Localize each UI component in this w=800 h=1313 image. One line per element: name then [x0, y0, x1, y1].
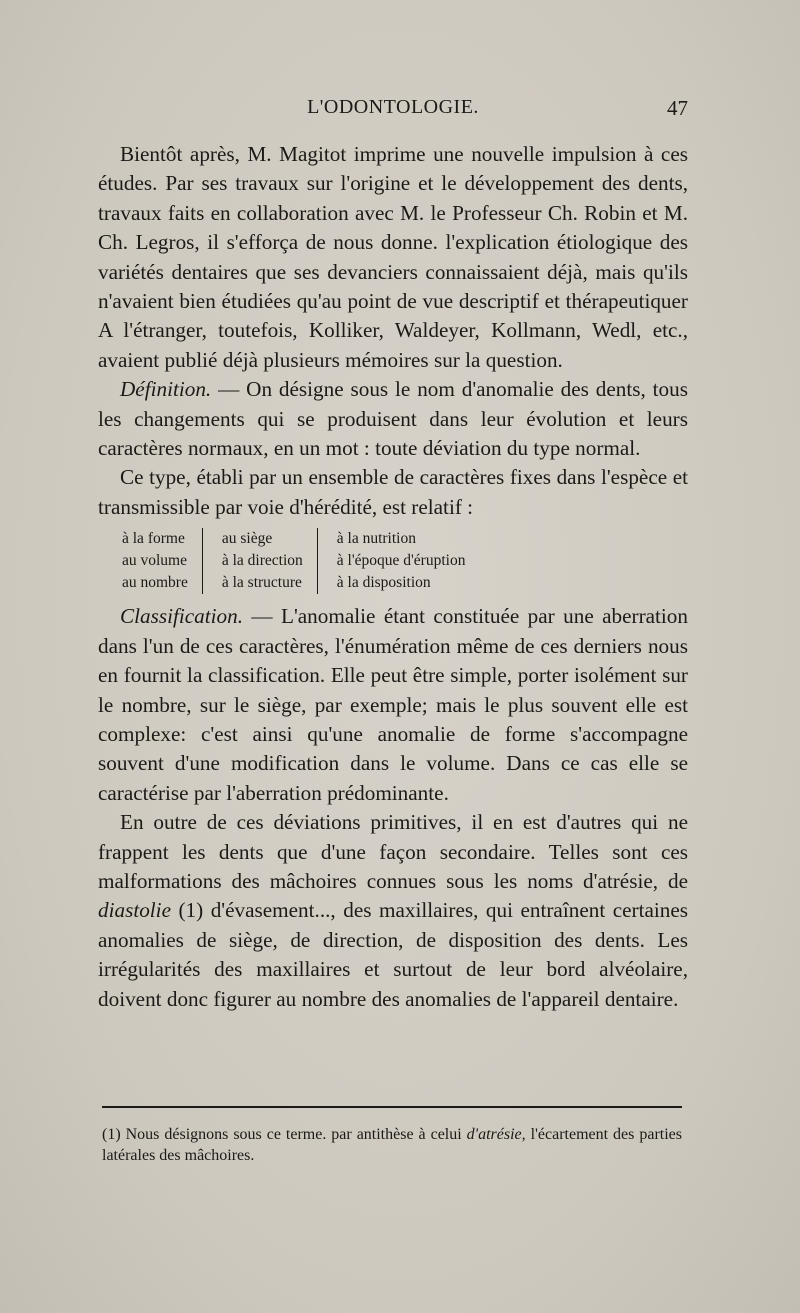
definition-text: — On désigne sous le nom d'anomalie des dents, tous les changements qui se produisent dans leur évolution et leurs caractères normaux, en un mot : toute déviation du type normal. [98, 377, 688, 461]
relations-table [114, 528, 479, 594]
paragraph-type: Ce type, établi par un ensemble de caractères fixes dans l'espèce et transmissible par voie d'hérédité, est relatif : [98, 465, 688, 519]
column-divider [202, 528, 214, 594]
running-title: L'ODONTOLOGIE. [307, 96, 479, 118]
relation-cell: au volume [122, 552, 187, 570]
paragraph-classification [98, 602, 688, 808]
footnote-text-end: l'écartement des parties latérales des mâchoires. [102, 1126, 682, 1164]
footnote [102, 1124, 682, 1166]
column-divider [317, 528, 329, 594]
relation-cell: à la structure [221, 574, 302, 592]
footnote-text-start: (1) Nous désignons sous ce terme. par antithèse à celui [102, 1126, 467, 1143]
paragraph-definition [98, 375, 688, 463]
paragraph-history: Bientôt après, M. Magitot imprime une nouvelle impulsion à ces études. Par ses travaux sur l'origine et le développement des dents, travaux faits en collaboration avec M. le Professeur Ch. Robin et M. Ch. Legros, il s'efforça de nous donne. l'explication étiologique des variétés dentaires que ses devanciers connaissaient déjà, mais qu'ils n'avaient bien étudiées qu'au point de vue descriptif et thérapeutiquer A l'étranger, toutefois, Kolliker, Waldeyer, Kollmann, Wedl, etc., avaient publié déjà plusieurs mémoires sur la question. [98, 142, 688, 372]
footnote-rule [102, 1106, 682, 1108]
relation-cell: au nombre [122, 574, 188, 592]
classification-heading: Classification. [120, 604, 244, 629]
relation-cell: à la direction [221, 552, 303, 570]
diastolie-term: diastolie [98, 898, 171, 923]
footnote-term: d'atrésie, [466, 1126, 526, 1143]
classification-text: — L'anomalie étant constituée par une aberration dans l'un de ces caractères, l'énumération même de ces derniers nous en fournit la classification. Elle peut être simple, porter isolément sur le nombre, sur le siège, par exemple; mais le plus souvent elle est complexe: c'est ainsi qu'une anomalie de forme s'accompagne souvent d'une modification dans le volume. Dans ce cas elle se caractérise par l'aberration prédominante. [98, 604, 688, 805]
relations-row [114, 572, 479, 594]
relation-cell: à la disposition [336, 574, 431, 592]
paragraph-secondary [98, 808, 688, 1014]
relations-row [114, 528, 479, 550]
relation-cell: à la nutrition [336, 530, 416, 548]
relation-cell: à la forme [122, 530, 185, 548]
definition-heading: Définition. [120, 377, 212, 402]
page-body [98, 140, 688, 1014]
page-header [98, 96, 688, 126]
secondary-text-end: (1) d'évasement..., des maxillaires, qui entraînent certaines anomalies de siège, de direction, de disposition des dents. Les irrégularités des maxillaires et surtout de leur bord alvéolaire, doivent donc figurer au nombre des anomalies de l'appareil dentaire. [98, 898, 688, 1011]
relation-cell: à l'époque d'éruption [336, 552, 466, 570]
relation-cell: au siège [221, 530, 273, 548]
page-number: 47 [667, 96, 688, 120]
secondary-text-start: En outre de ces déviations primitives, il en est d'autres qui ne frappent les dents que d'une façon secondaire. Telles sont ces malformations des mâchoires connues sous les noms d'atrésie, de [98, 810, 688, 893]
relations-row [114, 550, 479, 572]
